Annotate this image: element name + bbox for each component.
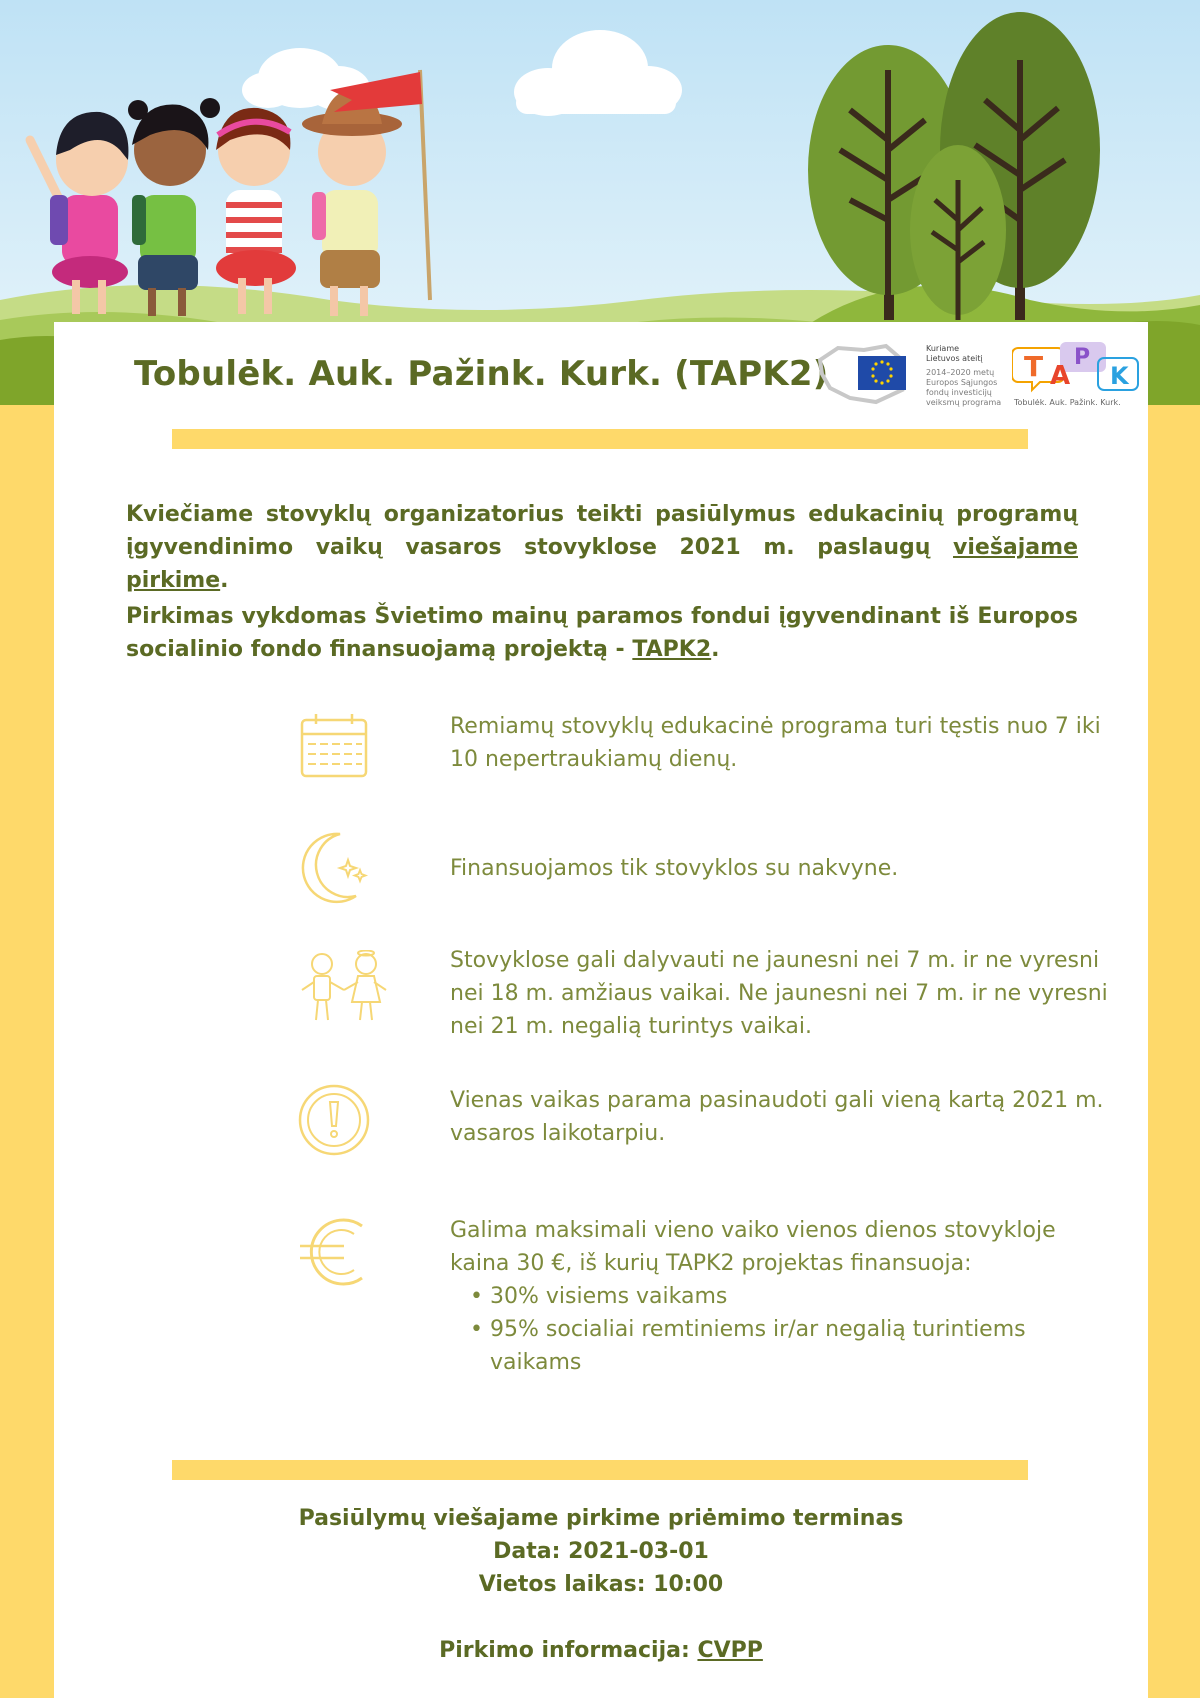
list-item: • 30% visiems vaikams [470,1280,1110,1313]
calendar-icon [296,710,372,786]
euro-icon [296,1214,372,1290]
svg-text:A: A [1050,361,1071,391]
procurement-link[interactable]: viešajame pirkime [126,535,1078,593]
tapk-logo: T A P K Tobulėk. Auk. Pažink. Kurk. [1012,338,1140,418]
funding-list [450,1280,1110,1379]
tapk2-link[interactable]: TAPK2 [632,637,712,662]
deadline-date: Data: 2021-03-01 [493,1539,709,1564]
svg-text:P: P [1074,345,1091,370]
eu-logo-text: Kuriame Lietuvos ateitį 2014–2020 metų Europos Sąjungos fondų investicijų veiksmų programa [926,344,1002,407]
divider-bar [172,429,1028,449]
cvpp-link[interactable]: CVPP [697,1638,763,1663]
header [54,322,1148,432]
list-item: • 95% socialiai remtiniems ir/ar negalią turintiems vaikams [470,1313,1110,1379]
moon-icon [296,830,372,906]
divider-bar [172,1460,1028,1480]
children-icon [296,950,392,1026]
procurement-info: Pirkimo informacija: CVPP [439,1638,763,1663]
exclamation-icon [296,1082,372,1158]
deadline-time: Vietos laikas: 10:00 [478,1572,724,1597]
svg-text:K: K [1110,362,1129,390]
svg-text:T: T [1024,350,1044,383]
project-paragraph: Pirkimas vykdomas Švietimo mainų paramos fondui įgyvendinant iš Europos socialinio fondo finansuojamą projektą - TAPK2. [126,604,1078,662]
deadline-heading: Pasiūlymų viešajame pirkime priėmimo terminas [298,1506,904,1531]
intro-paragraph: Kviečiame stovyklų organizatorius teikti pasiūlymus edukacinių programų įgyvendinimo vaikų vasaros stovyklose 2021 m. paslaugų viešajame pirkime. [126,502,1078,593]
page-title: Tobulėk. Auk. Pažink. Kurk. (TAPK2) [134,354,829,394]
content-card: Tobulėk. Auk. Pažink. Kurk. (TAPK2) Kuriame Lietuvos ateitį 2014–2020 metų Europos Sąjungos fondų investicijų veiksmų programa T A P K Tobulėk. Auk. Pažink. Kurk. Kviečiame stovyklų organizatorius teikti pasiūlymus edukacinių programų įgyvendinimo vaikų vasaros stovyklose 2021 m. paslaugų viešajame pirkime. Pirkimas vykdomas Švietimo mainų paramos fondui įgyvendinant iš Europos socialinio fondo finansuojamą projektą - TAPK2. Remiamų stovyklų edukacinė programa turi tęstis nuo 7 iki 10 nepertraukiamų dienų. Finansuojamos tik stovyklos su nakvyne. Stovyklose gali dalyvauti ne jaunesni nei 7 m. ir ne vyresni nei 18 m. amžiaus vaikai. Ne jaunesni nei 7 m. ir ne vyresni nei 21 m. negalią turintys vaikai. Vienas vaikas parama pasinaudoti gali vieną kartą 2021 m. vasaros laikotarpiu. Galima maksimali vieno vaiko vienos dienos stovykloje kaina 30 €, iš kurių TAPK2 projektas finansuoja: • 30% visiems vaikams • 95% socialiai remtiniems ir/ar negalią turintiems vaikams Pasiūlymų viešajame pirkime priėmimo terminas Data: 2021-03-01 Vietos laikas: 10:00 Pirkimo informacija: CVPP [54,322,1148,1698]
